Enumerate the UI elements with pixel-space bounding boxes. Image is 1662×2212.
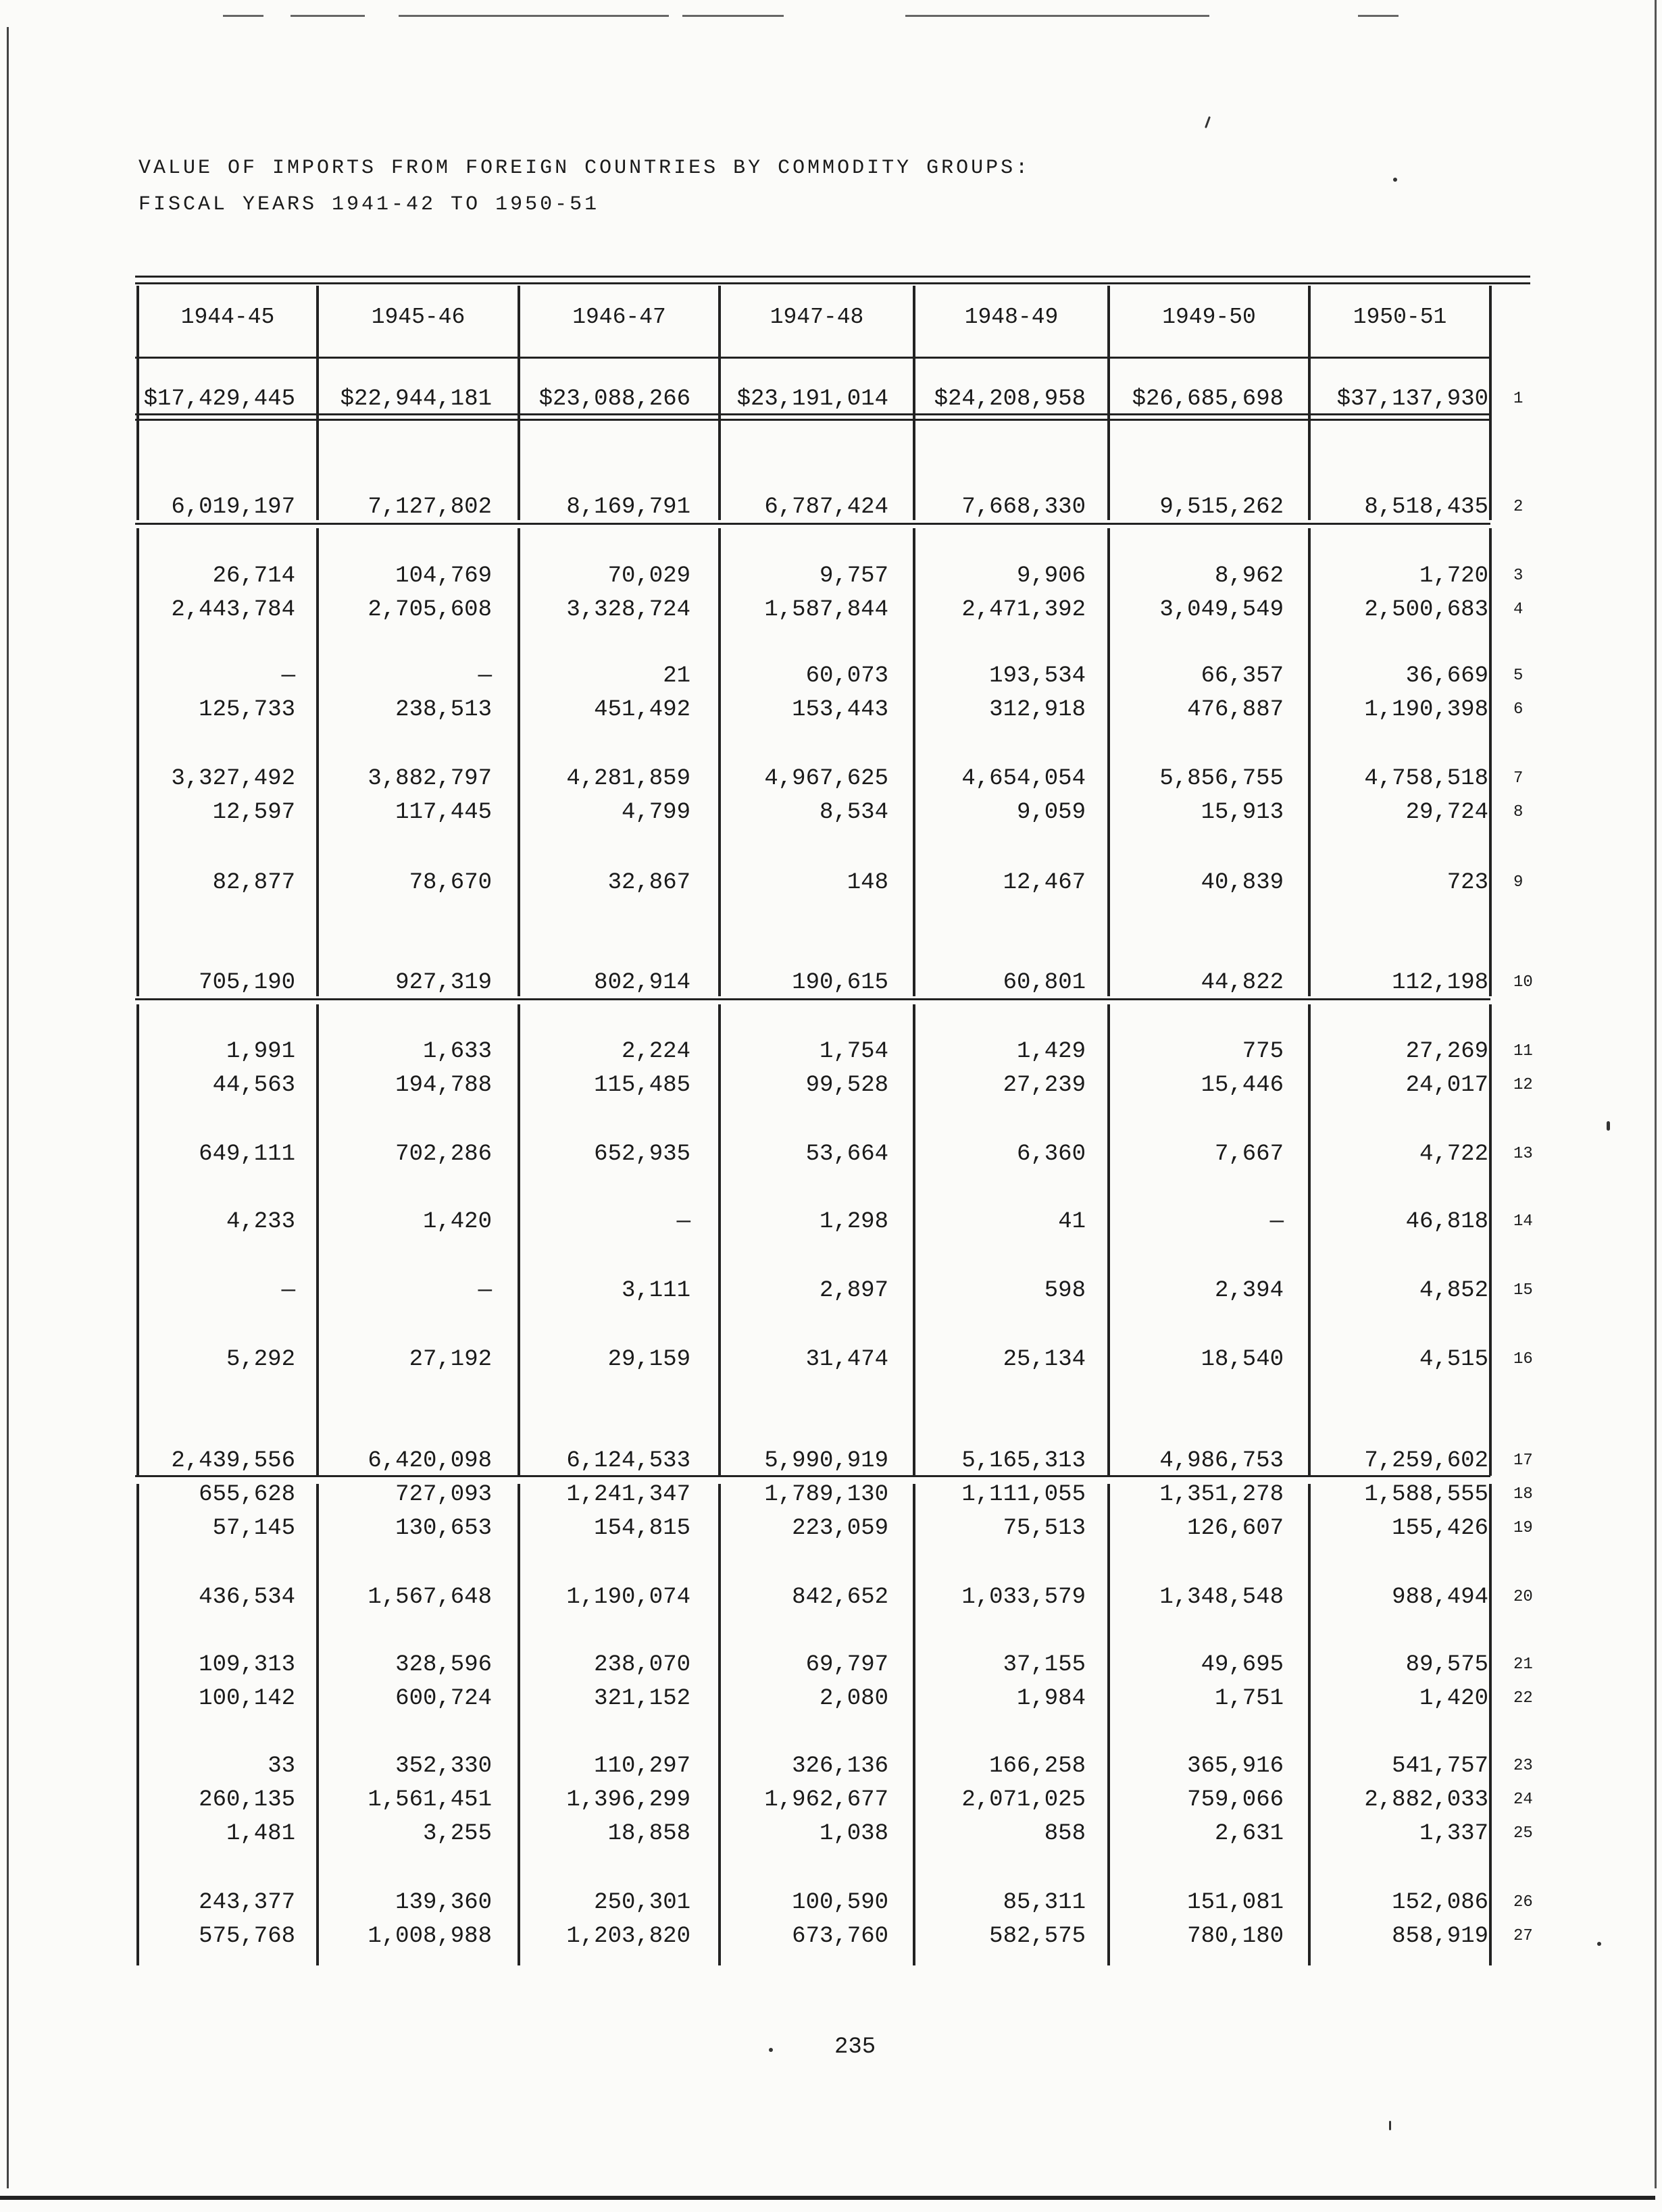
table-cell: 7,667 [1214,1141,1284,1167]
table-cell: 780,180 [1187,1924,1284,1949]
table-cell: 328,596 [395,1652,492,1678]
title-line-1: VALUE OF IMPORTS FROM FOREIGN COUNTRIES BY COMMODITY GROUPS: [138,157,1031,180]
table-cell: 8,534 [819,800,888,825]
table-cell: 1,567,648 [368,1585,492,1610]
speck [1389,2121,1391,2130]
table-cell: 4,654,054 [961,766,1086,792]
table-cell: 194,788 [395,1073,492,1098]
table-cell: 673,760 [792,1924,888,1949]
speck [1393,178,1397,182]
table-cell: 190,615 [792,970,888,996]
table-cell: 858 [1044,1821,1086,1847]
table-cell: 2,080 [819,1686,888,1712]
table-cell: 25,134 [1003,1347,1086,1372]
table-cell: 3,882,797 [368,766,492,792]
table-cell: 53,664 [805,1141,888,1167]
table-cell: 2,471,392 [961,597,1086,623]
table-cell: 1,588,555 [1364,1482,1488,1508]
table-cell: $37,137,930 [1336,386,1488,412]
table-cell: 6,019,197 [171,494,295,520]
line-number: 10 [1513,973,1533,992]
table-cell: 1,351,278 [1159,1482,1284,1508]
table-cell: $26,685,698 [1132,386,1284,412]
table-cell: — [281,663,295,689]
table-cell: 759,066 [1187,1787,1284,1813]
line-number: 4 [1513,600,1524,619]
page-number: 235 [834,2034,876,2060]
table-cell: 4,233 [226,1209,295,1235]
line-number: 17 [1513,1451,1533,1470]
table-cell: 24,017 [1405,1073,1488,1098]
table-cell: $22,944,181 [340,386,492,412]
speck [1205,116,1211,128]
table-cell: 600,724 [395,1686,492,1712]
table-cell: 12,597 [212,800,295,825]
table-cell: 1,587,844 [764,597,888,623]
line-number: 21 [1513,1655,1533,1674]
table-cell: 3,049,549 [1159,597,1284,623]
table-cell: 1,298 [819,1209,888,1235]
speck [1597,1942,1601,1946]
line-number: 18 [1513,1485,1533,1503]
table-rule [135,523,1490,525]
table-cell: 436,534 [199,1585,295,1610]
line-number: 22 [1513,1689,1533,1707]
table-cell: — [478,1278,492,1304]
table-cell: 3,111 [621,1278,690,1304]
table-cell: 126,607 [1187,1516,1284,1541]
table-cell: 31,474 [805,1347,888,1372]
column-header: 1949-50 [1162,305,1256,330]
line-number: 26 [1513,1893,1533,1911]
table-cell: 1,991 [226,1039,295,1064]
table-cell: 2,500,683 [1364,597,1488,623]
table-cell: 37,155 [1003,1652,1086,1678]
table-cell: 1,111,055 [961,1482,1086,1508]
table-cell: 27,269 [1405,1039,1488,1064]
table-cell: 33 [268,1753,295,1779]
table-cell: 60,801 [1003,970,1086,996]
line-number: 25 [1513,1824,1533,1843]
table-cell: 365,916 [1187,1753,1284,1779]
table-cell: 598 [1044,1278,1086,1304]
table-cell: 12,467 [1003,870,1086,896]
line-number: 13 [1513,1145,1533,1163]
table-top-rule [135,276,1530,278]
table-cell: — [478,663,492,689]
table-cell: 802,914 [594,970,690,996]
table-cell: $23,191,014 [736,386,888,412]
table-cell: 151,081 [1187,1890,1284,1915]
table-cell: 1,190,074 [566,1585,690,1610]
table-cell: 1,789,130 [764,1482,888,1508]
table-cell: 260,135 [199,1787,295,1813]
table-cell: 1,241,347 [566,1482,690,1508]
table-cell: 9,515,262 [1159,494,1284,520]
table-cell: 5,165,313 [961,1448,1086,1474]
line-number: 11 [1513,1042,1533,1060]
table-cell: 8,962 [1214,563,1284,589]
page-border-bottom [0,2196,1655,2200]
table-cell: 112,198 [1392,970,1488,996]
table-cell: 15,446 [1201,1073,1284,1098]
table-cell: 29,159 [607,1347,690,1372]
table-cell: 5,990,919 [764,1448,888,1474]
line-number: 5 [1513,667,1524,685]
table-cell: 36,669 [1405,663,1488,689]
line-number: 8 [1513,803,1524,821]
table-cell: 44,563 [212,1073,295,1098]
column-header: 1947-48 [770,305,864,330]
table-cell: 115,485 [594,1073,690,1098]
line-number: 1 [1513,390,1524,408]
table-cell: 78,670 [409,870,492,896]
table-cell: 9,906 [1016,563,1086,589]
column-header: 1945-46 [371,305,465,330]
table-cell: 148 [847,870,888,896]
table-cell: 1,008,988 [368,1924,492,1949]
table-cell: 1,337 [1419,1821,1488,1847]
table-cell: 858,919 [1392,1924,1488,1949]
table-cell: 1,348,548 [1159,1585,1284,1610]
table-cell: 60,073 [805,663,888,689]
table-cell: 57,145 [212,1516,295,1541]
table-cell: 7,259,602 [1364,1448,1488,1474]
table-cell: 6,787,424 [764,494,888,520]
table-cell: 70,029 [607,563,690,589]
table-cell: $24,208,958 [934,386,1086,412]
table-cell: 152,086 [1392,1890,1488,1915]
table-cell: — [1269,1209,1284,1235]
table-cell: 100,590 [792,1890,888,1915]
table-cell: 2,631 [1214,1821,1284,1847]
column-header: 1946-47 [572,305,666,330]
table-cell: 476,887 [1187,697,1284,723]
table-cell: 29,724 [1405,800,1488,825]
table-cell: 154,815 [594,1516,690,1541]
table-cell: 1,751 [1214,1686,1284,1712]
table-cell: 1,633 [422,1039,492,1064]
line-number: 2 [1513,498,1524,516]
table-cell: 9,757 [819,563,888,589]
table-cell: 1,190,398 [1364,697,1488,723]
table-cell: 655,628 [199,1482,295,1508]
table-cell: 1,720 [1419,563,1488,589]
top-edge-mark [1358,15,1399,17]
table-cell: 927,319 [395,970,492,996]
table-cell: 66,357 [1201,663,1284,689]
table-cell: 6,124,533 [566,1448,690,1474]
line-number: 16 [1513,1350,1533,1368]
line-number: 23 [1513,1757,1533,1775]
line-number: 3 [1513,567,1524,585]
line-number: 15 [1513,1281,1533,1300]
table-cell: 2,705,608 [368,597,492,623]
table-cell: 85,311 [1003,1890,1086,1915]
table-cell: 4,722 [1419,1141,1488,1167]
column-header: 1948-49 [964,305,1059,330]
table-cell: 21 [663,663,690,689]
table-rule [135,357,1490,359]
table-cell: 250,301 [594,1890,690,1915]
table-cell: 69,797 [805,1652,888,1678]
table-cell: 1,038 [819,1821,888,1847]
table-cell: 6,360 [1016,1141,1086,1167]
table-cell: 1,754 [819,1039,888,1064]
table-cell: 5,292 [226,1347,295,1372]
table-cell: 3,327,492 [171,766,295,792]
table-cell: 155,426 [1392,1516,1488,1541]
table-cell: $23,088,266 [538,386,690,412]
table-cell: 223,059 [792,1516,888,1541]
table-cell: 326,136 [792,1753,888,1779]
table-cell: 125,733 [199,697,295,723]
table-cell: 89,575 [1405,1652,1488,1678]
table-cell: 4,515 [1419,1347,1488,1372]
table-cell: 8,518,435 [1364,494,1488,520]
line-number: 7 [1513,769,1524,788]
table-cell: 321,152 [594,1686,690,1712]
table-cell: 40,839 [1201,870,1284,896]
table-cell: 5,856,755 [1159,766,1284,792]
table-cell: 775 [1242,1039,1284,1064]
table-cell: 238,513 [395,697,492,723]
top-edge-mark [682,15,784,17]
table-cell: 7,668,330 [961,494,1086,520]
table-cell: 2,394 [1214,1278,1284,1304]
table-cell: 4,758,518 [1364,766,1488,792]
table-cell: 2,882,033 [1364,1787,1488,1813]
table-cell: 1,420 [1419,1686,1488,1712]
table-cell: 27,192 [409,1347,492,1372]
table-cell: 153,443 [792,697,888,723]
table-rule [135,998,1490,1000]
column-rule [1489,528,1492,996]
top-edge-mark [399,15,669,17]
line-number: 19 [1513,1519,1533,1537]
table-cell: 649,111 [199,1141,295,1167]
table-cell: 110,297 [594,1753,690,1779]
table-cell: 46,818 [1405,1209,1488,1235]
table-cell: 243,377 [199,1890,295,1915]
table-cell: 1,962,677 [764,1787,888,1813]
table-cell: 44,822 [1201,970,1284,996]
line-number: 27 [1513,1927,1533,1945]
table-cell: 1,033,579 [961,1585,1086,1610]
table-cell: 705,190 [199,970,295,996]
table-cell: 99,528 [805,1073,888,1098]
table-cell: 15,913 [1201,800,1284,825]
column-rule [1308,1484,1311,1965]
table-cell: 75,513 [1003,1516,1086,1541]
table-cell: 4,281,859 [566,766,690,792]
table-cell: 109,313 [199,1652,295,1678]
table-cell: 652,935 [594,1141,690,1167]
table-cell: 8,169,791 [566,494,690,520]
line-number: 9 [1513,873,1524,892]
speck [1607,1121,1610,1131]
table-cell: 4,967,625 [764,766,888,792]
table-cell: 1,396,299 [566,1787,690,1813]
table-cell: 193,534 [989,663,1086,689]
table-cell: 1,561,451 [368,1787,492,1813]
table-cell: 41 [1058,1209,1086,1235]
table-cell: 18,858 [607,1821,690,1847]
table-cell: 49,695 [1201,1652,1284,1678]
table-cell: 2,439,556 [171,1448,295,1474]
title-line-2: FISCAL YEARS 1941-42 TO 1950-51 [138,193,600,216]
table-cell: 3,255 [422,1821,492,1847]
page-border-left [7,27,9,2188]
document-title [138,150,1030,223]
table-cell: 842,652 [792,1585,888,1610]
table-cell: 166,258 [989,1753,1086,1779]
line-number: 6 [1513,700,1524,719]
table-cell: $17,429,445 [143,386,295,412]
table-cell: 1,481 [226,1821,295,1847]
table-cell: 723 [1446,870,1488,896]
top-edge-mark [905,15,1209,17]
table-cell: 1,203,820 [566,1924,690,1949]
table-cell: 312,918 [989,697,1086,723]
speck [769,2048,773,2052]
table-cell: 82,877 [212,870,295,896]
column-rule [1489,1004,1492,1476]
table-cell: 4,986,753 [1159,1448,1284,1474]
table-cell: 6,420,098 [368,1448,492,1474]
table-cell: — [281,1278,295,1304]
line-number: 24 [1513,1791,1533,1809]
table-cell: 2,224 [621,1039,690,1064]
table-cell: 727,093 [395,1482,492,1508]
table-cell: 582,575 [989,1924,1086,1949]
table-cell: 2,443,784 [171,597,295,623]
column-rule [1308,1004,1311,1476]
table-cell: 26,714 [212,563,295,589]
line-number: 14 [1513,1212,1533,1231]
table-cell: 2,071,025 [961,1787,1086,1813]
table-cell: 1,420 [422,1209,492,1235]
column-rule [1489,1484,1492,1965]
table-cell: 117,445 [395,800,492,825]
table-cell: 32,867 [607,870,690,896]
top-edge-mark [291,15,365,17]
table-top-rule [135,282,1530,284]
column-header: 1944-45 [180,305,275,330]
table-rule [135,419,1490,421]
table-cell: 238,070 [594,1652,690,1678]
top-edge-mark [223,15,263,17]
table-cell: 100,142 [199,1686,295,1712]
table-cell: 988,494 [1392,1585,1488,1610]
table-cell: 4,852 [1419,1278,1488,1304]
table-cell: 2,897 [819,1278,888,1304]
table-cell: 451,492 [594,697,690,723]
column-rule [1308,528,1311,996]
table-cell: 27,239 [1003,1073,1086,1098]
table-cell: — [676,1209,690,1235]
column-header: 1950-51 [1353,305,1447,330]
table-cell: 541,757 [1392,1753,1488,1779]
table-cell: 130,653 [395,1516,492,1541]
table-cell: 702,286 [395,1141,492,1167]
line-number: 12 [1513,1076,1533,1094]
table-cell: 139,360 [395,1890,492,1915]
table-cell: 3,328,724 [566,597,690,623]
table-cell: 1,984 [1016,1686,1086,1712]
table-cell: 575,768 [199,1924,295,1949]
table-cell: 1,429 [1016,1039,1086,1064]
table-cell: 352,330 [395,1753,492,1779]
line-number: 20 [1513,1588,1533,1606]
page-border-right [1655,0,1657,2188]
table-cell: 9,059 [1016,800,1086,825]
table-cell: 104,769 [395,563,492,589]
table-cell: 7,127,802 [368,494,492,520]
table-cell: 4,799 [621,800,690,825]
table-cell: 18,540 [1201,1347,1284,1372]
